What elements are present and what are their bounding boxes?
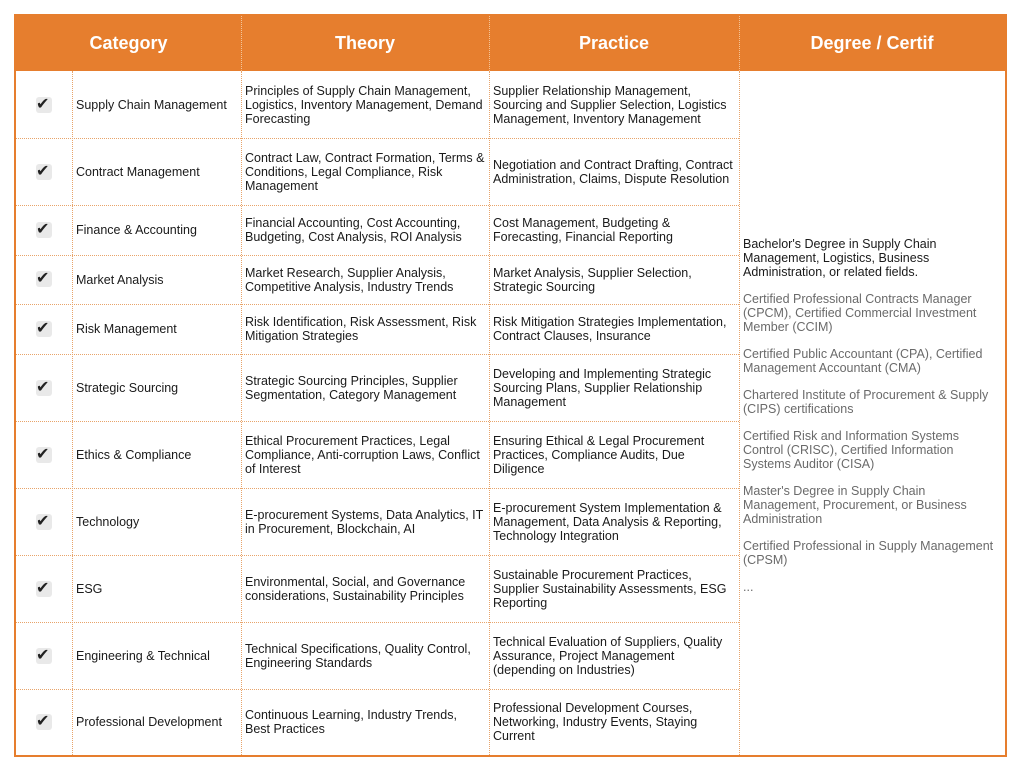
checkmark-icon: ✔ (36, 711, 50, 730)
degree-item: Certified Risk and Information Systems Control (CRISC), Certified Information Systems Auditor (CISA) (743, 429, 960, 471)
practice-cell: Technical Evaluation of Suppliers, Quality Assurance, Project Management (depending on Industries) (493, 634, 723, 677)
checkbox[interactable] (36, 578, 52, 597)
category-cell: Ethics & Compliance (76, 447, 192, 462)
practice-cell: Developing and Implementing Strategic Sourcing Plans, Supplier Relationship Management (493, 366, 712, 409)
table-row (16, 304, 739, 354)
checkmark-icon: ✔ (36, 511, 50, 530)
table-row (16, 555, 739, 622)
degree-item: Chartered Institute of Procurement & Supply (CIPS) certifications (743, 388, 989, 416)
checkmark-icon: ✔ (36, 645, 50, 664)
header-degree: Degree / Certif (810, 33, 934, 53)
checkmark-icon: ✔ (36, 578, 50, 597)
category-cell: Market Analysis (76, 272, 164, 287)
checkmark-icon: ✔ (36, 318, 50, 337)
practice-cell: Ensuring Ethical & Legal Procurement Practices, Compliance Audits, Due Diligence (493, 433, 705, 476)
checkmark-icon: ✔ (36, 444, 50, 463)
table-row (16, 255, 739, 304)
practice-cell: Negotiation and Contract Drafting, Contract Administration, Claims, Dispute Resolution (493, 157, 733, 186)
table-row (16, 421, 739, 488)
category-cell: Technology (76, 514, 140, 529)
degree-item: ... (743, 580, 754, 594)
theory-cell: Risk Identification, Risk Assessment, Risk Mitigation Strategies (245, 315, 477, 343)
checkbox[interactable] (36, 511, 52, 530)
header-theory: Theory (334, 33, 395, 53)
theory-cell: Principles of Supply Chain Management, Logistics, Inventory Management, Demand Forecasting (245, 83, 483, 126)
practice-cell: Sustainable Procurement Practices, Supplier Sustainability Assessments, ESG Reporting (493, 567, 727, 610)
checkmark-icon: ✔ (36, 268, 50, 287)
table-row (16, 138, 739, 205)
theory-cell: Financial Accounting, Cost Accounting, Budgeting, Cost Analysis, ROI Analysis (245, 216, 462, 244)
degree-list (743, 237, 1001, 607)
checkbox[interactable] (36, 377, 52, 396)
degree-item: Master's Degree in Supply Chain Management, Procurement, or Business Administration (743, 484, 967, 526)
category-cell: ESG (76, 581, 103, 596)
checkbox[interactable] (36, 219, 52, 238)
degree-item: Bachelor's Degree in Supply Chain Management, Logistics, Business Administration, or related fields. (743, 237, 937, 279)
practice-cell: Supplier Relationship Management, Sourcing and Supplier Selection, Logistics Management, Inventory Management (493, 83, 727, 126)
checkbox[interactable] (36, 645, 52, 664)
header-divider (241, 16, 242, 71)
theory-cell: Strategic Sourcing Principles, Supplier Segmentation, Category Management (245, 373, 458, 402)
curriculum-table (14, 14, 1007, 757)
category-cell: Risk Management (76, 322, 177, 336)
table-row (16, 689, 739, 755)
checkbox[interactable] (36, 444, 52, 463)
checkbox[interactable] (36, 268, 52, 287)
theory-cell: Contract Law, Contract Formation, Terms & Conditions, Legal Compliance, Risk Management (245, 150, 485, 193)
category-cell: Supply Chain Management (76, 97, 227, 112)
column-divider (739, 71, 740, 755)
theory-cell: Environmental, Social, and Governance considerations, Sustainability Principles (245, 574, 466, 603)
category-cell: Strategic Sourcing (76, 380, 179, 395)
degree-item: Certified Professional Contracts Manager (CPCM), Certified Commercial Investment Member (CCIM) (743, 292, 977, 334)
category-cell: Finance & Accounting (76, 223, 197, 237)
theory-cell: Market Research, Supplier Analysis, Competitive Analysis, Industry Trends (245, 265, 454, 294)
theory-cell: Continuous Learning, Industry Trends, Best Practices (245, 708, 457, 736)
theory-cell: Technical Specifications, Quality Control, Engineering Standards (245, 641, 471, 670)
theory-cell: E-procurement Systems, Data Analytics, IT in Procurement, Blockchain, AI (245, 507, 484, 536)
header-divider (739, 16, 740, 71)
table-row (16, 622, 739, 689)
checkbox[interactable] (36, 318, 52, 337)
table-row (16, 71, 739, 138)
practice-cell: Market Analysis, Supplier Selection, Strategic Sourcing (493, 265, 692, 294)
degree-item: Certified Public Accountant (CPA), Certified Management Accountant (CMA) (743, 347, 983, 375)
header-practice: Practice (578, 33, 650, 53)
checkmark-icon: ✔ (36, 377, 50, 396)
practice-cell: Cost Management, Budgeting & Forecasting, Financial Reporting (493, 216, 673, 244)
table-row (16, 205, 739, 255)
category-cell: Professional Development (76, 715, 222, 729)
practice-cell: Risk Mitigation Strategies Implementation, Contract Clauses, Insurance (493, 315, 727, 343)
header-category: Category (89, 33, 168, 53)
table-row (16, 354, 739, 421)
checkmark-icon: ✔ (36, 219, 50, 238)
table-header (16, 16, 1005, 71)
checkmark-icon: ✔ (36, 161, 50, 180)
practice-cell: Professional Development Courses, Networking, Industry Events, Staying Current (493, 701, 698, 743)
checkmark-icon: ✔ (36, 94, 50, 113)
category-cell: Contract Management (76, 164, 200, 179)
table-row (16, 488, 739, 555)
category-cell: Engineering & Technical (76, 648, 210, 663)
theory-cell: Ethical Procurement Practices, Legal Compliance, Anti-corruption Laws, Conflict of Interest (245, 433, 480, 476)
practice-cell: E-procurement System Implementation & Management, Data Analysis & Reporting, Technology Integration (493, 500, 722, 543)
degree-item: Certified Professional in Supply Management (CPSM) (743, 539, 994, 567)
checkbox[interactable] (36, 161, 52, 180)
checkbox[interactable] (36, 94, 52, 113)
checkbox[interactable] (36, 711, 52, 730)
header-divider (489, 16, 490, 71)
